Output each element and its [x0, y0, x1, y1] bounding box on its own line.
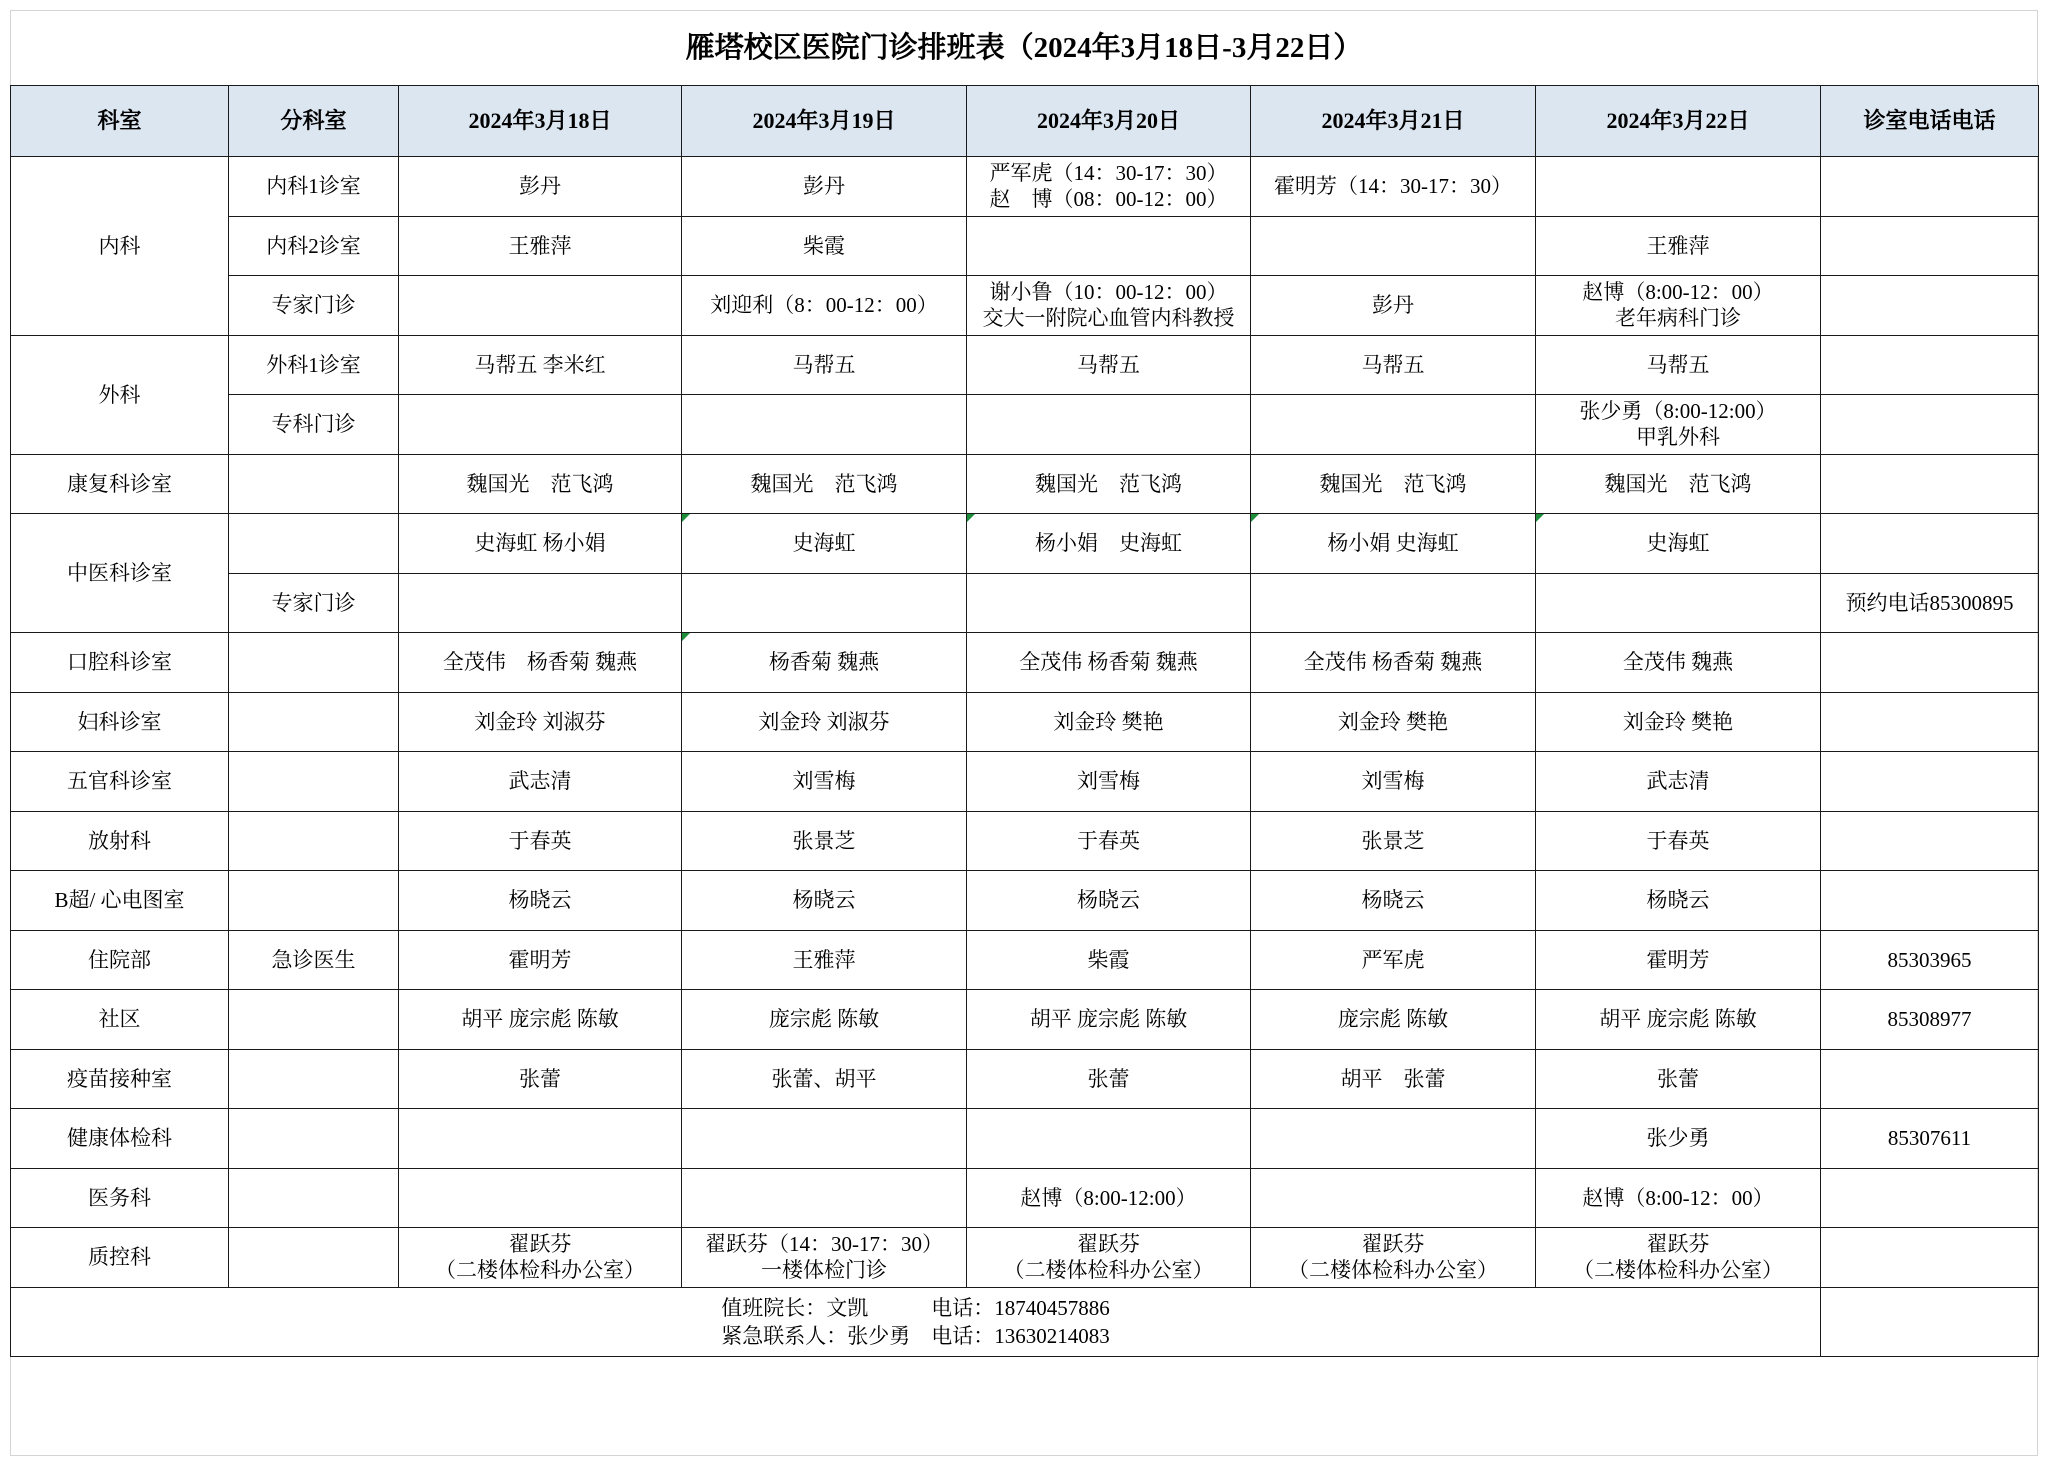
schedule-cell	[682, 573, 967, 633]
subdept-cell: 急诊医生	[229, 930, 399, 990]
schedule-cell: 刘金玲 樊艳	[1251, 692, 1536, 752]
schedule-cell: 刘雪梅	[967, 752, 1251, 812]
phone-cell	[1821, 395, 2039, 455]
header-dept: 科室	[11, 86, 229, 157]
cell-error-indicator	[1536, 514, 1544, 522]
phone-cell: 85307611	[1821, 1109, 2039, 1169]
schedule-cell: 武志清	[1536, 752, 1821, 812]
schedule-cell: 史海虹 杨小娟	[399, 514, 682, 574]
schedule-cell: 彭丹	[1251, 276, 1536, 336]
dept-cell: 疫苗接种室	[11, 1049, 229, 1109]
schedule-cell	[967, 1109, 1251, 1169]
subdept-cell	[229, 454, 399, 514]
schedule-cell: 刘雪梅	[682, 752, 967, 812]
table-row	[11, 514, 2039, 574]
schedule-cell: 庞宗彪 陈敏	[1251, 990, 1536, 1050]
schedule-cell-text: 杨小娟 史海虹	[1327, 531, 1459, 556]
subdept-cell: 外科1诊室	[229, 335, 399, 395]
schedule-cell: 霍明芳（14：30-17：30）	[1251, 157, 1536, 217]
table-row	[11, 692, 2039, 752]
schedule-cell: 胡平 庞宗彪 陈敏	[399, 990, 682, 1050]
schedule-cell: 于春英	[399, 811, 682, 871]
schedule-cell: 刘金玲 刘淑芬	[682, 692, 967, 752]
schedule-cell	[682, 633, 967, 693]
schedule-cell: 王雅萍	[682, 930, 967, 990]
schedule-cell	[967, 573, 1251, 633]
schedule-cell: 张景芝	[1251, 811, 1536, 871]
subdept-cell	[229, 514, 399, 574]
phone-cell	[1821, 514, 2039, 574]
schedule-cell: 张蕾、胡平	[682, 1049, 967, 1109]
table-row	[11, 1168, 2039, 1228]
cell-error-indicator	[682, 514, 690, 522]
schedule-cell: 庞宗彪 陈敏	[682, 990, 967, 1050]
schedule-cell: 张蕾	[399, 1049, 682, 1109]
schedule-cell: 于春英	[967, 811, 1251, 871]
table-row	[11, 276, 2039, 336]
table-row	[11, 871, 2039, 931]
schedule-cell: 杨晓云	[1536, 871, 1821, 931]
schedule-cell: 翟跃芬 （二楼体检科办公室）	[399, 1228, 682, 1288]
schedule-cell: 胡平 庞宗彪 陈敏	[1536, 990, 1821, 1050]
phone-cell	[1821, 811, 2039, 871]
subdept-cell: 专家门诊	[229, 573, 399, 633]
phone-cell	[1821, 692, 2039, 752]
schedule-cell	[1251, 1168, 1536, 1228]
dept-cell: 社区	[11, 990, 229, 1050]
phone-cell: 预约电话85300895	[1821, 573, 2039, 633]
phone-cell	[1821, 633, 2039, 693]
schedule-cell-text: 杨小娟 史海虹	[1035, 531, 1182, 556]
header-phone: 诊室电话电话	[1821, 86, 2039, 157]
schedule-cell	[399, 395, 682, 455]
schedule-cell: 杨晓云	[399, 871, 682, 931]
footer-empty-cell	[1821, 1287, 2039, 1356]
schedule-cell: 赵博（8:00-12：00）	[1536, 1168, 1821, 1228]
cell-error-indicator	[967, 514, 975, 522]
table-row	[11, 157, 2039, 217]
page-title: 雁塔校区医院门诊排班表（2024年3月18日-3月22日）	[685, 32, 1363, 64]
schedule-cell: 魏国光 范飞鸿	[967, 454, 1251, 514]
schedule-cell: 魏国光 范飞鸿	[1251, 454, 1536, 514]
schedule-cell	[399, 276, 682, 336]
header-row	[11, 86, 2039, 157]
header-date-1: 2024年3月18日	[399, 86, 682, 157]
dept-cell: 放射科	[11, 811, 229, 871]
phone-cell	[1821, 1168, 2039, 1228]
header-date-5: 2024年3月22日	[1536, 86, 1821, 157]
schedule-cell	[1536, 514, 1821, 574]
schedule-cell: 严军虎	[1251, 930, 1536, 990]
schedule-cell: 刘金玲 樊艳	[1536, 692, 1821, 752]
schedule-cell: 王雅萍	[1536, 216, 1821, 276]
subdept-cell	[229, 692, 399, 752]
dept-cell: 外科	[11, 335, 229, 454]
schedule-cell: 武志清	[399, 752, 682, 812]
phone-cell	[1821, 752, 2039, 812]
header-date-2: 2024年3月19日	[682, 86, 967, 157]
phone-cell	[1821, 335, 2039, 395]
schedule-cell: 彭丹	[399, 157, 682, 217]
subdept-cell	[229, 990, 399, 1050]
header-date-3: 2024年3月20日	[967, 86, 1251, 157]
schedule-cell: 赵博（8:00-12:00）	[967, 1168, 1251, 1228]
dept-cell: 住院部	[11, 930, 229, 990]
schedule-cell: 刘金玲 樊艳	[967, 692, 1251, 752]
schedule-cell	[399, 1168, 682, 1228]
table-row	[11, 573, 2039, 633]
schedule-cell	[1251, 573, 1536, 633]
schedule-cell	[1251, 216, 1536, 276]
phone-cell: 85308977	[1821, 990, 2039, 1050]
table-row	[11, 811, 2039, 871]
schedule-cell: 全茂伟 杨香菊 魏燕	[967, 633, 1251, 693]
schedule-cell: 翟跃芬 （二楼体检科办公室）	[1251, 1228, 1536, 1288]
schedule-cell	[682, 514, 967, 574]
dept-cell: 五官科诊室	[11, 752, 229, 812]
schedule-cell: 刘迎利（8：00-12：00）	[682, 276, 967, 336]
table-row	[11, 990, 2039, 1050]
footer-emergency-line: 紧急联系人：张少勇 电话：13630214083	[721, 1323, 1110, 1348]
schedule-cell	[682, 395, 967, 455]
schedule-cell: 赵博（8:00-12：00） 老年病科门诊	[1536, 276, 1821, 336]
dept-cell: 康复科诊室	[11, 454, 229, 514]
cell-error-indicator	[1251, 514, 1259, 522]
schedule-cell	[1251, 514, 1536, 574]
schedule-cell: 翟跃芬 （二楼体检科办公室）	[967, 1228, 1251, 1288]
phone-cell	[1821, 1228, 2039, 1288]
schedule-cell: 严军虎（14：30-17：30） 赵 博（08：00-12：00）	[967, 157, 1251, 217]
dept-cell: 妇科诊室	[11, 692, 229, 752]
schedule-cell: 谢小鲁（10：00-12：00） 交大一附院心血管内科教授	[967, 276, 1251, 336]
schedule-cell	[1251, 1109, 1536, 1169]
subdept-cell	[229, 1228, 399, 1288]
table-row	[11, 930, 2039, 990]
header-date-4: 2024年3月21日	[1251, 86, 1536, 157]
table-row	[11, 216, 2039, 276]
schedule-cell: 柴霞	[682, 216, 967, 276]
dept-cell: 中医科诊室	[11, 514, 229, 633]
schedule-cell: 刘金玲 刘淑芬	[399, 692, 682, 752]
schedule-cell: 翟跃芬 （二楼体检科办公室）	[1536, 1228, 1821, 1288]
schedule-cell: 张少勇（8:00-12:00） 甲乳外科	[1536, 395, 1821, 455]
table-row	[11, 1109, 2039, 1169]
header-subdept: 分科室	[229, 86, 399, 157]
subdept-cell	[229, 871, 399, 931]
table-row	[11, 395, 2039, 455]
subdept-cell: 专家门诊	[229, 276, 399, 336]
subdept-cell	[229, 1109, 399, 1169]
table-row	[11, 1228, 2039, 1288]
dept-cell: 内科	[11, 157, 229, 336]
schedule-cell: 魏国光 范飞鸿	[1536, 454, 1821, 514]
schedule-cell: 杨晓云	[1251, 871, 1536, 931]
subdept-cell	[229, 811, 399, 871]
schedule-cell	[1536, 157, 1821, 217]
schedule-cell	[682, 1109, 967, 1169]
schedule-cell: 张景芝	[682, 811, 967, 871]
schedule-cell: 张少勇	[1536, 1109, 1821, 1169]
subdept-cell: 内科1诊室	[229, 157, 399, 217]
footer-note	[11, 1287, 1821, 1356]
subdept-cell: 专科门诊	[229, 395, 399, 455]
schedule-cell	[682, 1168, 967, 1228]
schedule-cell: 王雅萍	[399, 216, 682, 276]
schedule-cell	[967, 216, 1251, 276]
dept-cell: 医务科	[11, 1168, 229, 1228]
schedule-cell	[1251, 395, 1536, 455]
schedule-cell: 翟跃芬（14：30-17：30） 一楼体检门诊	[682, 1228, 967, 1288]
schedule-cell: 魏国光 范飞鸿	[682, 454, 967, 514]
subdept-cell	[229, 1168, 399, 1228]
schedule-table	[10, 85, 2039, 1357]
subdept-cell	[229, 752, 399, 812]
dept-cell: 质控科	[11, 1228, 229, 1288]
phone-cell: 85303965	[1821, 930, 2039, 990]
schedule-cell	[967, 395, 1251, 455]
dept-cell: 健康体检科	[11, 1109, 229, 1169]
phone-cell	[1821, 216, 2039, 276]
cell-error-indicator	[682, 633, 690, 641]
schedule-cell: 马帮五	[682, 335, 967, 395]
schedule-cell	[399, 1109, 682, 1169]
schedule-cell: 柴霞	[967, 930, 1251, 990]
schedule-cell: 魏国光 范飞鸿	[399, 454, 682, 514]
table-row	[11, 454, 2039, 514]
schedule-cell-text: 史海虹	[1646, 531, 1710, 556]
subdept-cell	[229, 633, 399, 693]
schedule-cell: 胡平 张蕾	[1251, 1049, 1536, 1109]
schedule-cell: 全茂伟 杨香菊 魏燕	[399, 633, 682, 693]
subdept-cell: 内科2诊室	[229, 216, 399, 276]
schedule-cell: 杨晓云	[682, 871, 967, 931]
schedule-cell: 全茂伟 杨香菊 魏燕	[1251, 633, 1536, 693]
dept-cell: B超/ 心电图室	[11, 871, 229, 931]
subdept-cell	[229, 1049, 399, 1109]
schedule-cell: 霍明芳	[399, 930, 682, 990]
schedule-cell: 全茂伟 魏燕	[1536, 633, 1821, 693]
schedule-cell: 马帮五 李米红	[399, 335, 682, 395]
phone-cell	[1821, 454, 2039, 514]
schedule-cell: 马帮五	[967, 335, 1251, 395]
phone-cell	[1821, 1049, 2039, 1109]
footer-duty-line: 值班院长：文凯 电话：18740457886	[721, 1295, 1110, 1320]
table-row	[11, 1049, 2039, 1109]
schedule-cell: 马帮五	[1251, 335, 1536, 395]
schedule-cell: 马帮五	[1536, 335, 1821, 395]
schedule-cell: 张蕾	[1536, 1049, 1821, 1109]
table-row	[11, 633, 2039, 693]
table-row	[11, 752, 2039, 812]
schedule-cell: 霍明芳	[1536, 930, 1821, 990]
schedule-cell: 杨晓云	[967, 871, 1251, 931]
schedule-cell: 张蕾	[967, 1049, 1251, 1109]
phone-cell	[1821, 871, 2039, 931]
schedule-cell-text: 史海虹	[792, 531, 856, 556]
phone-cell	[1821, 157, 2039, 217]
schedule-cell	[399, 573, 682, 633]
schedule-cell: 于春英	[1536, 811, 1821, 871]
schedule-cell: 胡平 庞宗彪 陈敏	[967, 990, 1251, 1050]
dept-cell: 口腔科诊室	[11, 633, 229, 693]
phone-cell	[1821, 276, 2039, 336]
footer-row	[11, 1287, 2039, 1356]
schedule-cell-text: 杨香菊 魏燕	[768, 650, 880, 675]
schedule-cell: 刘雪梅	[1251, 752, 1536, 812]
schedule-cell	[1536, 573, 1821, 633]
schedule-cell: 彭丹	[682, 157, 967, 217]
table-row	[11, 335, 2039, 395]
schedule-cell	[967, 514, 1251, 574]
